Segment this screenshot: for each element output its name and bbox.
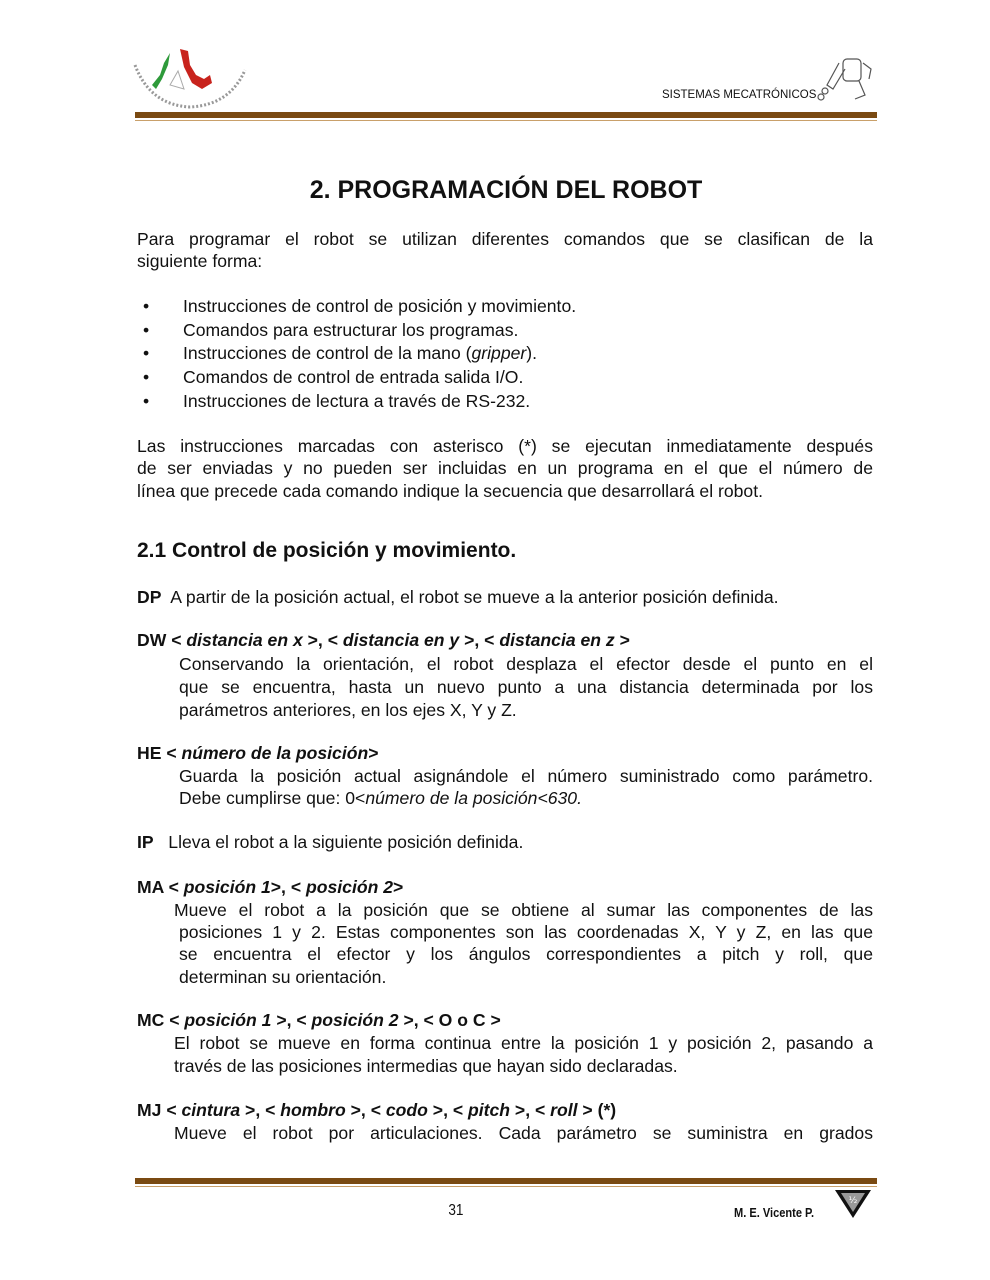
command-header <box>137 742 379 764</box>
text-segment: posición 2 <box>311 1010 399 1030</box>
text-segment: Instrucciones de lectura a través de RS-232. <box>183 391 531 411</box>
bullet-item <box>183 390 530 412</box>
text-segment: posición 1 <box>183 877 271 897</box>
text-segment: HE < <box>137 743 182 763</box>
bullet-item <box>183 319 518 341</box>
text-segment: DP <box>137 587 162 607</box>
text-segment: Guarda la posición actual asignándole el número suministrado como parámetro. <box>179 766 873 786</box>
section-heading: 2.1 Control de posición y movimiento. <box>137 539 517 562</box>
header-rule <box>135 112 877 118</box>
paragraph-line <box>137 457 873 479</box>
text-segment: distancia en z <box>499 630 615 650</box>
text-segment: >, < <box>427 1100 469 1120</box>
text-segment: siguiente forma: <box>137 251 263 271</box>
footer-rule-thin <box>135 1186 877 1187</box>
text-segment: Instrucciones de control de la mano ( <box>183 343 472 363</box>
bullet-icon: • <box>143 367 150 387</box>
bullet-item <box>183 295 576 317</box>
footer-rule <box>135 1178 877 1184</box>
text-segment: MC < <box>137 1010 185 1030</box>
command-dp <box>137 586 779 608</box>
command-header <box>137 1009 501 1031</box>
bullet-item <box>183 342 537 364</box>
text-segment: >, < <box>345 1100 386 1120</box>
command-description <box>174 1055 678 1077</box>
paragraph-line <box>137 480 763 502</box>
bullet-icon: • <box>143 391 150 411</box>
command-description <box>179 676 873 698</box>
command-ip <box>137 831 523 853</box>
text-segment: Mueve el robot a la posición que se obtiene al sumar las componentes de las <box>174 900 873 920</box>
text-segment: >, < <box>510 1100 551 1120</box>
bullet-icon: • <box>143 343 150 363</box>
bullet-icon: • <box>143 296 150 316</box>
text-segment: cintura <box>181 1100 241 1120</box>
text-segment: IP <box>137 832 154 852</box>
institution-logo <box>130 45 250 110</box>
text-segment: Las instrucciones marcadas con asterisco (*) se ejecutan inmediatamente después <box>137 436 873 456</box>
text-segment: pitch <box>468 1100 511 1120</box>
text-segment: se encuentra el efector y los ángulos correspondientes a pitch y roll, que <box>179 944 873 964</box>
paragraph-line <box>137 250 262 272</box>
text-segment: El robot se mueve en forma continua entre la posición 1 y posición 2, pasando a <box>174 1033 873 1053</box>
text-segment: Conservando la orientación, el robot desplaza el efector desde el punto en el <box>179 654 873 674</box>
text-segment: > <box>368 743 379 763</box>
page-title: 2. PROGRAMACIÓN DEL ROBOT <box>309 176 703 204</box>
header-rule-thin <box>135 120 877 121</box>
text-segment: Debe cumplirse que: 0< <box>179 788 366 808</box>
robot-arm-icon <box>815 55 877 103</box>
text-segment: ). <box>526 343 538 363</box>
text-segment: determinan su orientación. <box>179 967 387 987</box>
command-description <box>179 787 582 809</box>
text-segment: Comandos de control de entrada salida I/O. <box>183 367 524 387</box>
text-segment: hombro <box>280 1100 346 1120</box>
text-segment: posición 2 <box>306 877 394 897</box>
command-header <box>137 1099 616 1121</box>
text-segment: >, < <box>302 630 343 650</box>
text-segment: línea que precede cada comando indique la secuencia que desarrollará el robot. <box>137 481 763 501</box>
text-segment: DW < <box>137 630 187 650</box>
text-segment: gripper <box>471 343 527 363</box>
text-segment: > (*) <box>577 1100 617 1120</box>
text-segment: MJ < <box>137 1100 182 1120</box>
text-segment: >, < <box>270 877 306 897</box>
command-description <box>174 1032 873 1054</box>
command-description <box>174 1122 873 1144</box>
text-segment: que se encuentra, hasta un nuevo punto a una distancia determinada por los <box>179 677 873 697</box>
text-segment: > <box>393 877 404 897</box>
text-segment: A partir de la posición actual, el robot se mueve a la anterior posición definida. <box>161 587 779 607</box>
text-segment: MA < <box>137 877 184 897</box>
text-segment: posiciones 1 y 2. Estas componentes son las coordenadas X, Y y Z, en las que <box>179 922 873 942</box>
command-description <box>179 699 517 721</box>
command-description <box>179 966 386 988</box>
svg-text:½: ½ <box>848 1196 858 1206</box>
text-segment: >, < <box>271 1010 312 1030</box>
text-segment: >, < <box>240 1100 281 1120</box>
text-segment: >, < <box>459 630 500 650</box>
header-section-title: SISTEMAS MECATRÓNICOS <box>662 89 817 101</box>
text-segment: parámetros anteriores, en los ejes X, Y y Z. <box>179 700 517 720</box>
text-segment: Para programar el robot se utilizan diferentes comandos que se clasifican de la <box>137 229 873 249</box>
text-segment: Comandos para estructurar los programas. <box>183 320 519 340</box>
text-segment: través de las posiciones intermedias que hayan sido declaradas. <box>174 1056 678 1076</box>
command-header <box>137 876 403 898</box>
text-segment: > <box>614 630 630 650</box>
text-segment: Instrucciones de control de posición y movimiento. <box>183 296 577 316</box>
text-segment: posición 1 <box>184 1010 272 1030</box>
text-segment: roll <box>550 1100 578 1120</box>
command-description <box>179 943 873 965</box>
text-segment: de ser enviadas y no pueden ser incluidas en un programa en el que el número de <box>137 458 873 478</box>
text-segment: número de la posición <box>181 743 369 763</box>
command-description <box>179 765 873 787</box>
page-number: 31 <box>448 1202 464 1219</box>
text-segment: número de la posición<630. <box>365 788 582 808</box>
command-header <box>137 629 630 651</box>
command-description <box>179 921 873 943</box>
paragraph-line <box>137 228 873 250</box>
author-name: M. E. Vicente P. <box>734 1205 815 1220</box>
text-segment: distancia en y <box>342 630 460 650</box>
text-segment: Mueve el robot por articulaciones. Cada parámetro se suministra en grados <box>174 1123 873 1143</box>
paragraph-line <box>137 435 873 457</box>
author-logo <box>833 1188 873 1220</box>
text-segment: Lleva el robot a la siguiente posición definida. <box>153 832 524 852</box>
bullet-item <box>183 366 523 388</box>
text-segment: codo <box>385 1100 428 1120</box>
command-description <box>179 653 873 675</box>
text-segment: >, < O o C > <box>398 1010 501 1030</box>
command-description <box>174 899 873 921</box>
bullet-icon: • <box>143 320 150 340</box>
text-segment: distancia en x <box>186 630 303 650</box>
